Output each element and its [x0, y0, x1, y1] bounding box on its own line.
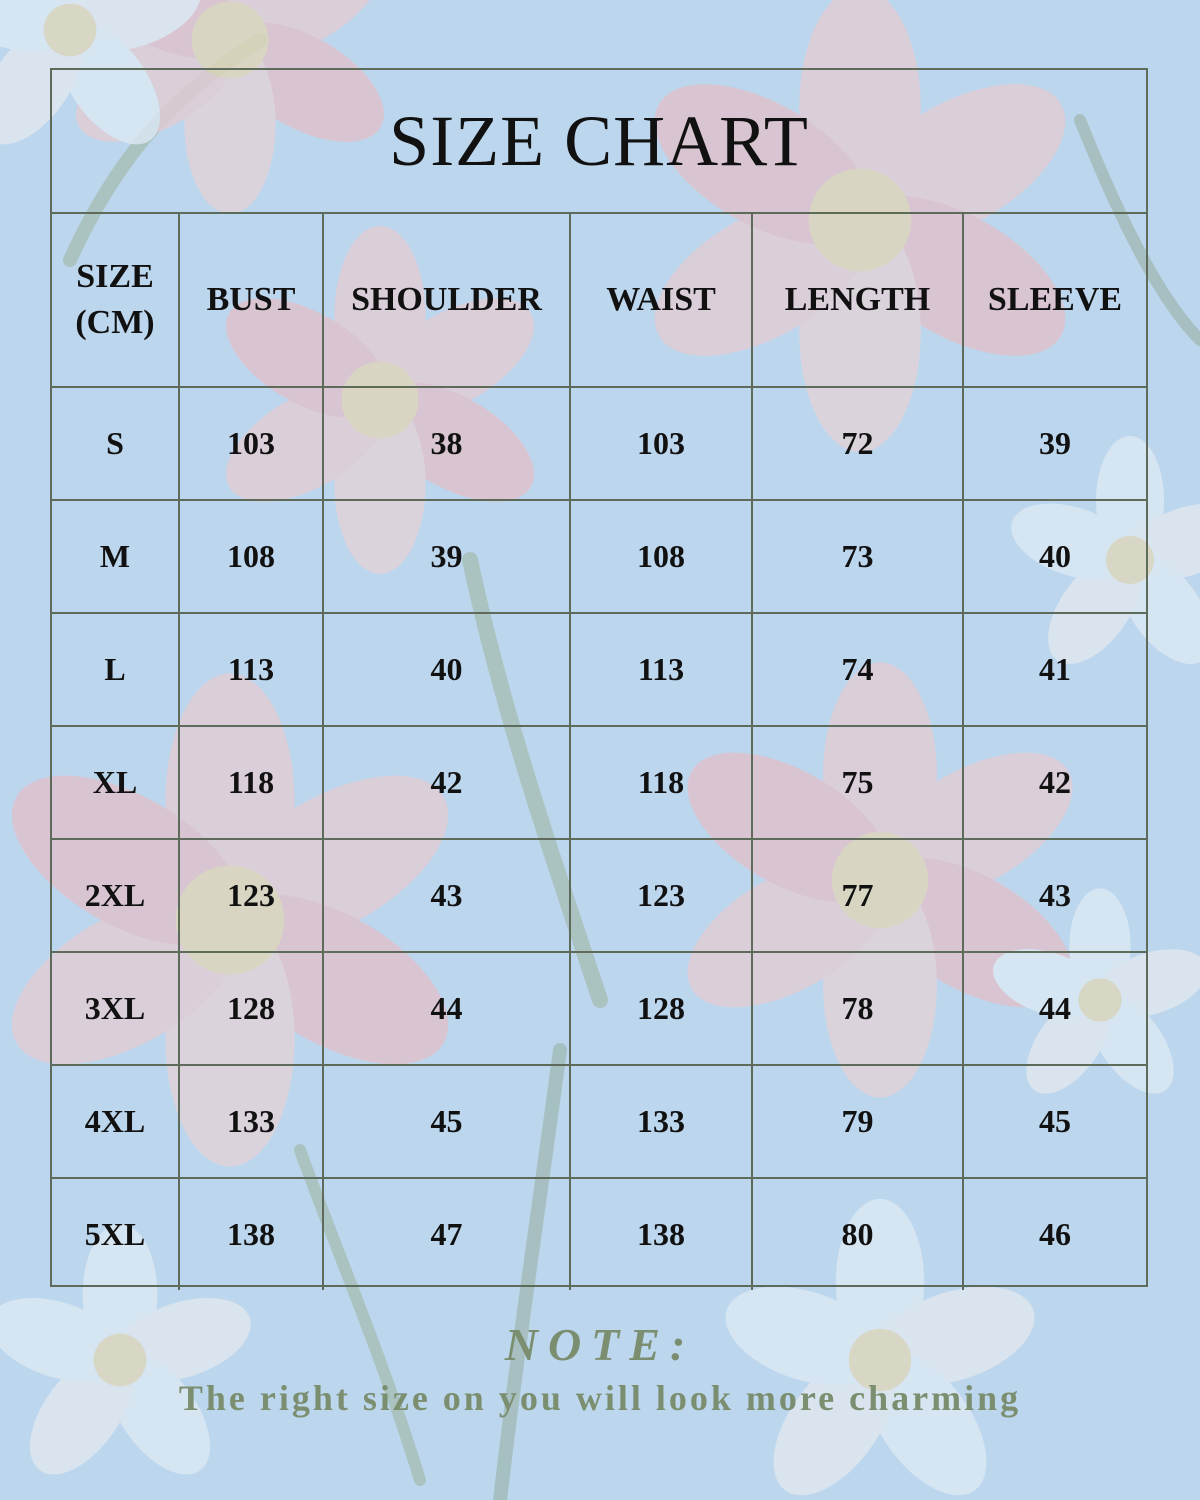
shoulder-cell: 39: [323, 500, 570, 613]
shoulder-cell: 45: [323, 1065, 570, 1178]
sleeve-cell: 44: [963, 952, 1146, 1065]
bust-cell: 133: [179, 1065, 323, 1178]
page-title: SIZE CHART: [389, 100, 809, 181]
size-cell: 4XL: [52, 1065, 179, 1178]
header-length: LENGTH: [752, 214, 963, 387]
waist-cell: 133: [570, 1065, 752, 1178]
shoulder-cell: 43: [323, 839, 570, 952]
bust-cell: 118: [179, 726, 323, 839]
bust-cell: 128: [179, 952, 323, 1065]
note-section: [0, 1318, 1200, 1419]
size-cell: S: [52, 387, 179, 500]
header-sleeve: SLEEVE: [963, 214, 1146, 387]
sleeve-cell: 39: [963, 387, 1146, 500]
size-cell: 5XL: [52, 1178, 179, 1290]
size-cell: 2XL: [52, 839, 179, 952]
table-row: [52, 387, 1146, 500]
waist-cell: 113: [570, 613, 752, 726]
title-box: [52, 70, 1146, 214]
sleeve-cell: 45: [963, 1065, 1146, 1178]
sleeve-cell: 46: [963, 1178, 1146, 1290]
size-cell: M: [52, 500, 179, 613]
length-cell: 75: [752, 726, 963, 839]
waist-cell: 138: [570, 1178, 752, 1290]
table-row: [52, 952, 1146, 1065]
bust-cell: 123: [179, 839, 323, 952]
bust-cell: 108: [179, 500, 323, 613]
note-label: NOTE:: [504, 1319, 696, 1370]
shoulder-cell: 40: [323, 613, 570, 726]
size-chart: [50, 68, 1148, 1287]
header-bust: BUST: [179, 214, 323, 387]
waist-cell: 128: [570, 952, 752, 1065]
length-cell: 80: [752, 1178, 963, 1290]
table-row: [52, 500, 1146, 613]
bust-cell: 113: [179, 613, 323, 726]
length-cell: 77: [752, 839, 963, 952]
shoulder-cell: 47: [323, 1178, 570, 1290]
table-row: [52, 726, 1146, 839]
header-waist: WAIST: [570, 214, 752, 387]
size-cell: XL: [52, 726, 179, 839]
table-header-row: [52, 214, 1146, 387]
shoulder-cell: 44: [323, 952, 570, 1065]
size-table: [52, 214, 1146, 1290]
table-row: [52, 1178, 1146, 1290]
waist-cell: 108: [570, 500, 752, 613]
length-cell: 74: [752, 613, 963, 726]
length-cell: 78: [752, 952, 963, 1065]
size-cell: L: [52, 613, 179, 726]
table-row: [52, 1065, 1146, 1178]
sleeve-cell: 41: [963, 613, 1146, 726]
sleeve-cell: 42: [963, 726, 1146, 839]
waist-cell: 118: [570, 726, 752, 839]
table-row: [52, 839, 1146, 952]
waist-cell: 103: [570, 387, 752, 500]
length-cell: 79: [752, 1065, 963, 1178]
shoulder-cell: 38: [323, 387, 570, 500]
header-size: SIZE (CM): [52, 214, 179, 387]
waist-cell: 123: [570, 839, 752, 952]
sleeve-cell: 43: [963, 839, 1146, 952]
size-cell: 3XL: [52, 952, 179, 1065]
header-shoulder: SHOULDER: [323, 214, 570, 387]
shoulder-cell: 42: [323, 726, 570, 839]
length-cell: 72: [752, 387, 963, 500]
table-row: [52, 613, 1146, 726]
sleeve-cell: 40: [963, 500, 1146, 613]
bust-cell: 103: [179, 387, 323, 500]
length-cell: 73: [752, 500, 963, 613]
bust-cell: 138: [179, 1178, 323, 1290]
note-text: The right size on you will look more charming: [178, 1378, 1022, 1418]
